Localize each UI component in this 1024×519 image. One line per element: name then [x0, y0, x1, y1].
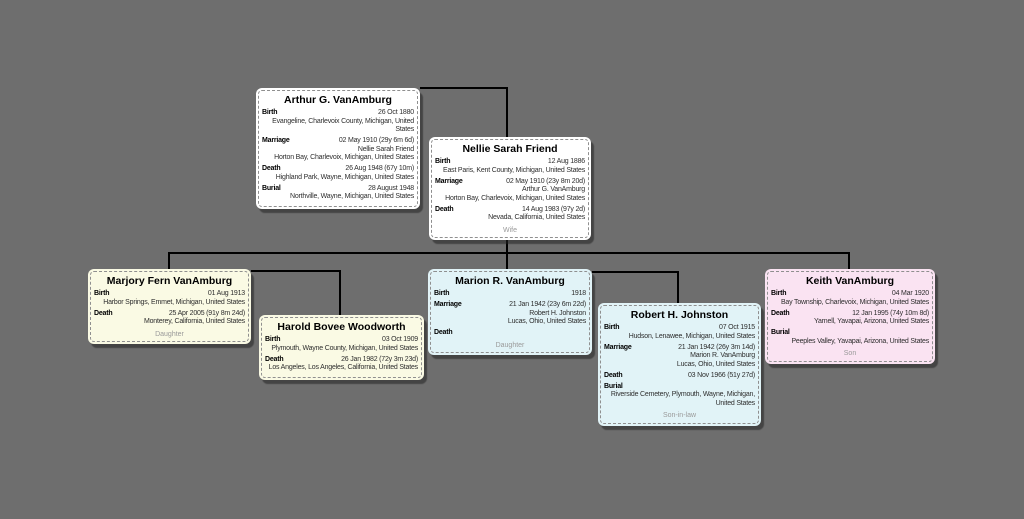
- person-card-harold-bovee-woodworth[interactable]: [259, 315, 424, 380]
- event-label: Death: [265, 355, 284, 363]
- event-place-line: Northville, Wayne, Michigan, United States: [289, 193, 414, 200]
- relationship-label: Son-in-law: [662, 412, 697, 419]
- relationship-label: Daughter: [155, 330, 184, 338]
- connector-arthur-nellie-h: [420, 87, 508, 89]
- event-place-line: Horton Bay, Charlevoix, Michigan, United States: [274, 154, 414, 161]
- event-label: Death: [262, 165, 281, 172]
- connector-marjory-harold-h: [251, 270, 341, 272]
- event-date: 28 August 1948: [368, 184, 414, 192]
- event-date: 07 Oct 1915: [719, 324, 755, 331]
- event-place-line: Harbor Springs, Emmet, Michigan, United States: [103, 298, 245, 306]
- event-place-line: Horton Bay, Charlevoix, Michigan, United States: [445, 194, 585, 202]
- person-card-marjory-fern-vanamburg[interactable]: [88, 269, 251, 344]
- event-label: Death: [604, 371, 623, 379]
- event-label: Death: [771, 309, 790, 317]
- event-death: [771, 310, 929, 327]
- person-name: Nellie Sarah Friend: [462, 143, 558, 155]
- event-date: 21 Jan 1942 (26y 3m 14d): [678, 343, 755, 351]
- event-label: Death: [94, 309, 113, 317]
- event-date: 1918: [571, 290, 586, 297]
- connector-children-bus: [168, 252, 850, 254]
- event-date: 03 Nov 1966 (51y 27d): [687, 371, 755, 379]
- event-place-line: Hudson, Lenawee, Michigan, United States: [628, 332, 755, 340]
- event-place-line: Los Angeles, Los Angeles, California, United States: [268, 364, 418, 371]
- person-name: Marion R. VanAmburg: [455, 275, 565, 287]
- event-date: 14 Aug 1983 (97y 2d): [522, 205, 585, 213]
- event-death: [262, 165, 414, 182]
- event-date: 25 Apr 2005 (91y 8m 24d): [168, 309, 245, 317]
- event-spouse-line: Nellie Sarah Friend: [357, 145, 414, 153]
- event-death: [434, 329, 586, 338]
- event-place-line: Bay Township, Charlevoix, Michigan, United States: [780, 298, 929, 306]
- event-label: Birth: [94, 290, 110, 297]
- event-birth: [265, 336, 418, 353]
- event-birth: [604, 324, 755, 341]
- event-place-line: States: [395, 126, 414, 133]
- person-name: Robert H. Johnston: [630, 309, 729, 321]
- event-place-line: Highland Park, Wayne, Michigan, United States: [275, 173, 414, 181]
- event-date: 26 Aug 1948 (67y 10m): [345, 165, 414, 172]
- event-date: 02 May 1910 (23y 8m 20d): [506, 177, 585, 185]
- event-date: 26 Jan 1982 (72y 3m 23d): [341, 355, 418, 363]
- event-date: 02 May 1910 (29y 6m 6d): [338, 137, 414, 144]
- event-birth: [262, 109, 414, 135]
- relationship-label: Son: [843, 350, 857, 357]
- event-spouse-line: Marion R. VanAmburg: [690, 352, 755, 359]
- event-place-line: Nevada, California, United States: [488, 214, 585, 221]
- event-marriage: [435, 178, 585, 204]
- event-burial: [771, 329, 929, 346]
- person-name: Harold Bovee Woodworth: [277, 321, 406, 333]
- event-birth: [434, 290, 586, 299]
- person-name: Arthur G. VanAmburg: [284, 94, 392, 106]
- event-place-line: East Paris, Kent County, Michigan, United States: [442, 166, 585, 174]
- event-death: [94, 310, 245, 327]
- event-label: Birth: [265, 336, 281, 343]
- event-label: Birth: [262, 109, 278, 116]
- event-burial: [604, 383, 755, 409]
- person-card-marion-r-vanamburg[interactable]: [428, 269, 592, 355]
- event-place-line: Peeples Valley, Yavapai, Arizona, United States: [791, 337, 929, 345]
- event-date: 12 Jan 1995 (74y 10m 8d): [852, 309, 929, 317]
- event-date: 01 Aug 1913: [207, 290, 245, 297]
- event-death: [604, 372, 755, 381]
- event-label: Birth: [434, 290, 450, 297]
- connector-marjory-harold-v: [339, 270, 341, 320]
- event-marriage: [604, 344, 755, 370]
- event-marriage: [434, 301, 586, 327]
- event-label: Birth: [771, 290, 787, 297]
- event-date: 21 Jan 1942 (23y 6m 22d): [509, 301, 586, 308]
- event-place-line: Evangeline, Charlevoix County, Michigan, United: [272, 117, 414, 125]
- relationship-label: Wife: [503, 226, 517, 234]
- person-card-keith-vanamburg[interactable]: [765, 269, 935, 364]
- event-label: Marriage: [262, 137, 290, 144]
- event-label: Birth: [604, 324, 620, 331]
- person-card-nellie-sarah-friend[interactable]: [429, 137, 591, 240]
- event-label: Birth: [435, 158, 451, 165]
- event-label: Death: [435, 205, 454, 213]
- event-label: Burial: [262, 184, 281, 192]
- event-label: Marriage: [604, 343, 632, 351]
- event-birth: [435, 158, 585, 175]
- event-date: 26 Oct 1880: [378, 109, 414, 116]
- event-death: [435, 206, 585, 223]
- event-date: 12 Aug 1886: [547, 158, 585, 165]
- event-place-line: Riverside Cemetery, Plymouth, Wayne, Michigan,: [610, 391, 755, 398]
- event-place-line: Lucas, Ohio, United States: [676, 360, 755, 368]
- event-birth: [94, 290, 245, 307]
- event-label: Marriage: [435, 177, 463, 185]
- event-date: 04 Mar 1920: [891, 290, 929, 297]
- connector-marion-robert-h: [592, 271, 679, 273]
- event-label: Burial: [604, 382, 623, 390]
- event-place-line: United States: [715, 399, 755, 407]
- person-name: Marjory Fern VanAmburg: [106, 275, 233, 287]
- person-name: Keith VanAmburg: [805, 275, 895, 287]
- event-label: Marriage: [434, 301, 462, 308]
- event-place-line: Yarnell, Yavapai, Arizona, United States: [814, 318, 929, 325]
- event-spouse-line: Arthur G. VanAmburg: [522, 186, 585, 193]
- person-card-arthur-g-vanamburg[interactable]: [256, 88, 420, 209]
- connector-marion-robert-v: [677, 271, 679, 307]
- event-birth: [771, 290, 929, 307]
- event-burial: [262, 185, 414, 202]
- event-place-line: Lucas, Ohio, United States: [507, 318, 586, 325]
- event-label: Death: [434, 329, 453, 336]
- event-marriage: [262, 137, 414, 163]
- person-card-robert-h-johnston[interactable]: [598, 303, 761, 426]
- event-death: [265, 356, 418, 373]
- connector-arthur-nellie-v: [506, 87, 508, 143]
- event-date: 03 Oct 1909: [382, 336, 418, 343]
- event-spouse-line: Robert H. Johnston: [529, 309, 586, 317]
- event-label: Burial: [771, 329, 790, 336]
- event-place-line: Plymouth, Wayne County, Michigan, United States: [271, 344, 418, 352]
- event-place-line: Monterey, California, United States: [143, 318, 245, 325]
- relationship-label: Daughter: [495, 341, 525, 349]
